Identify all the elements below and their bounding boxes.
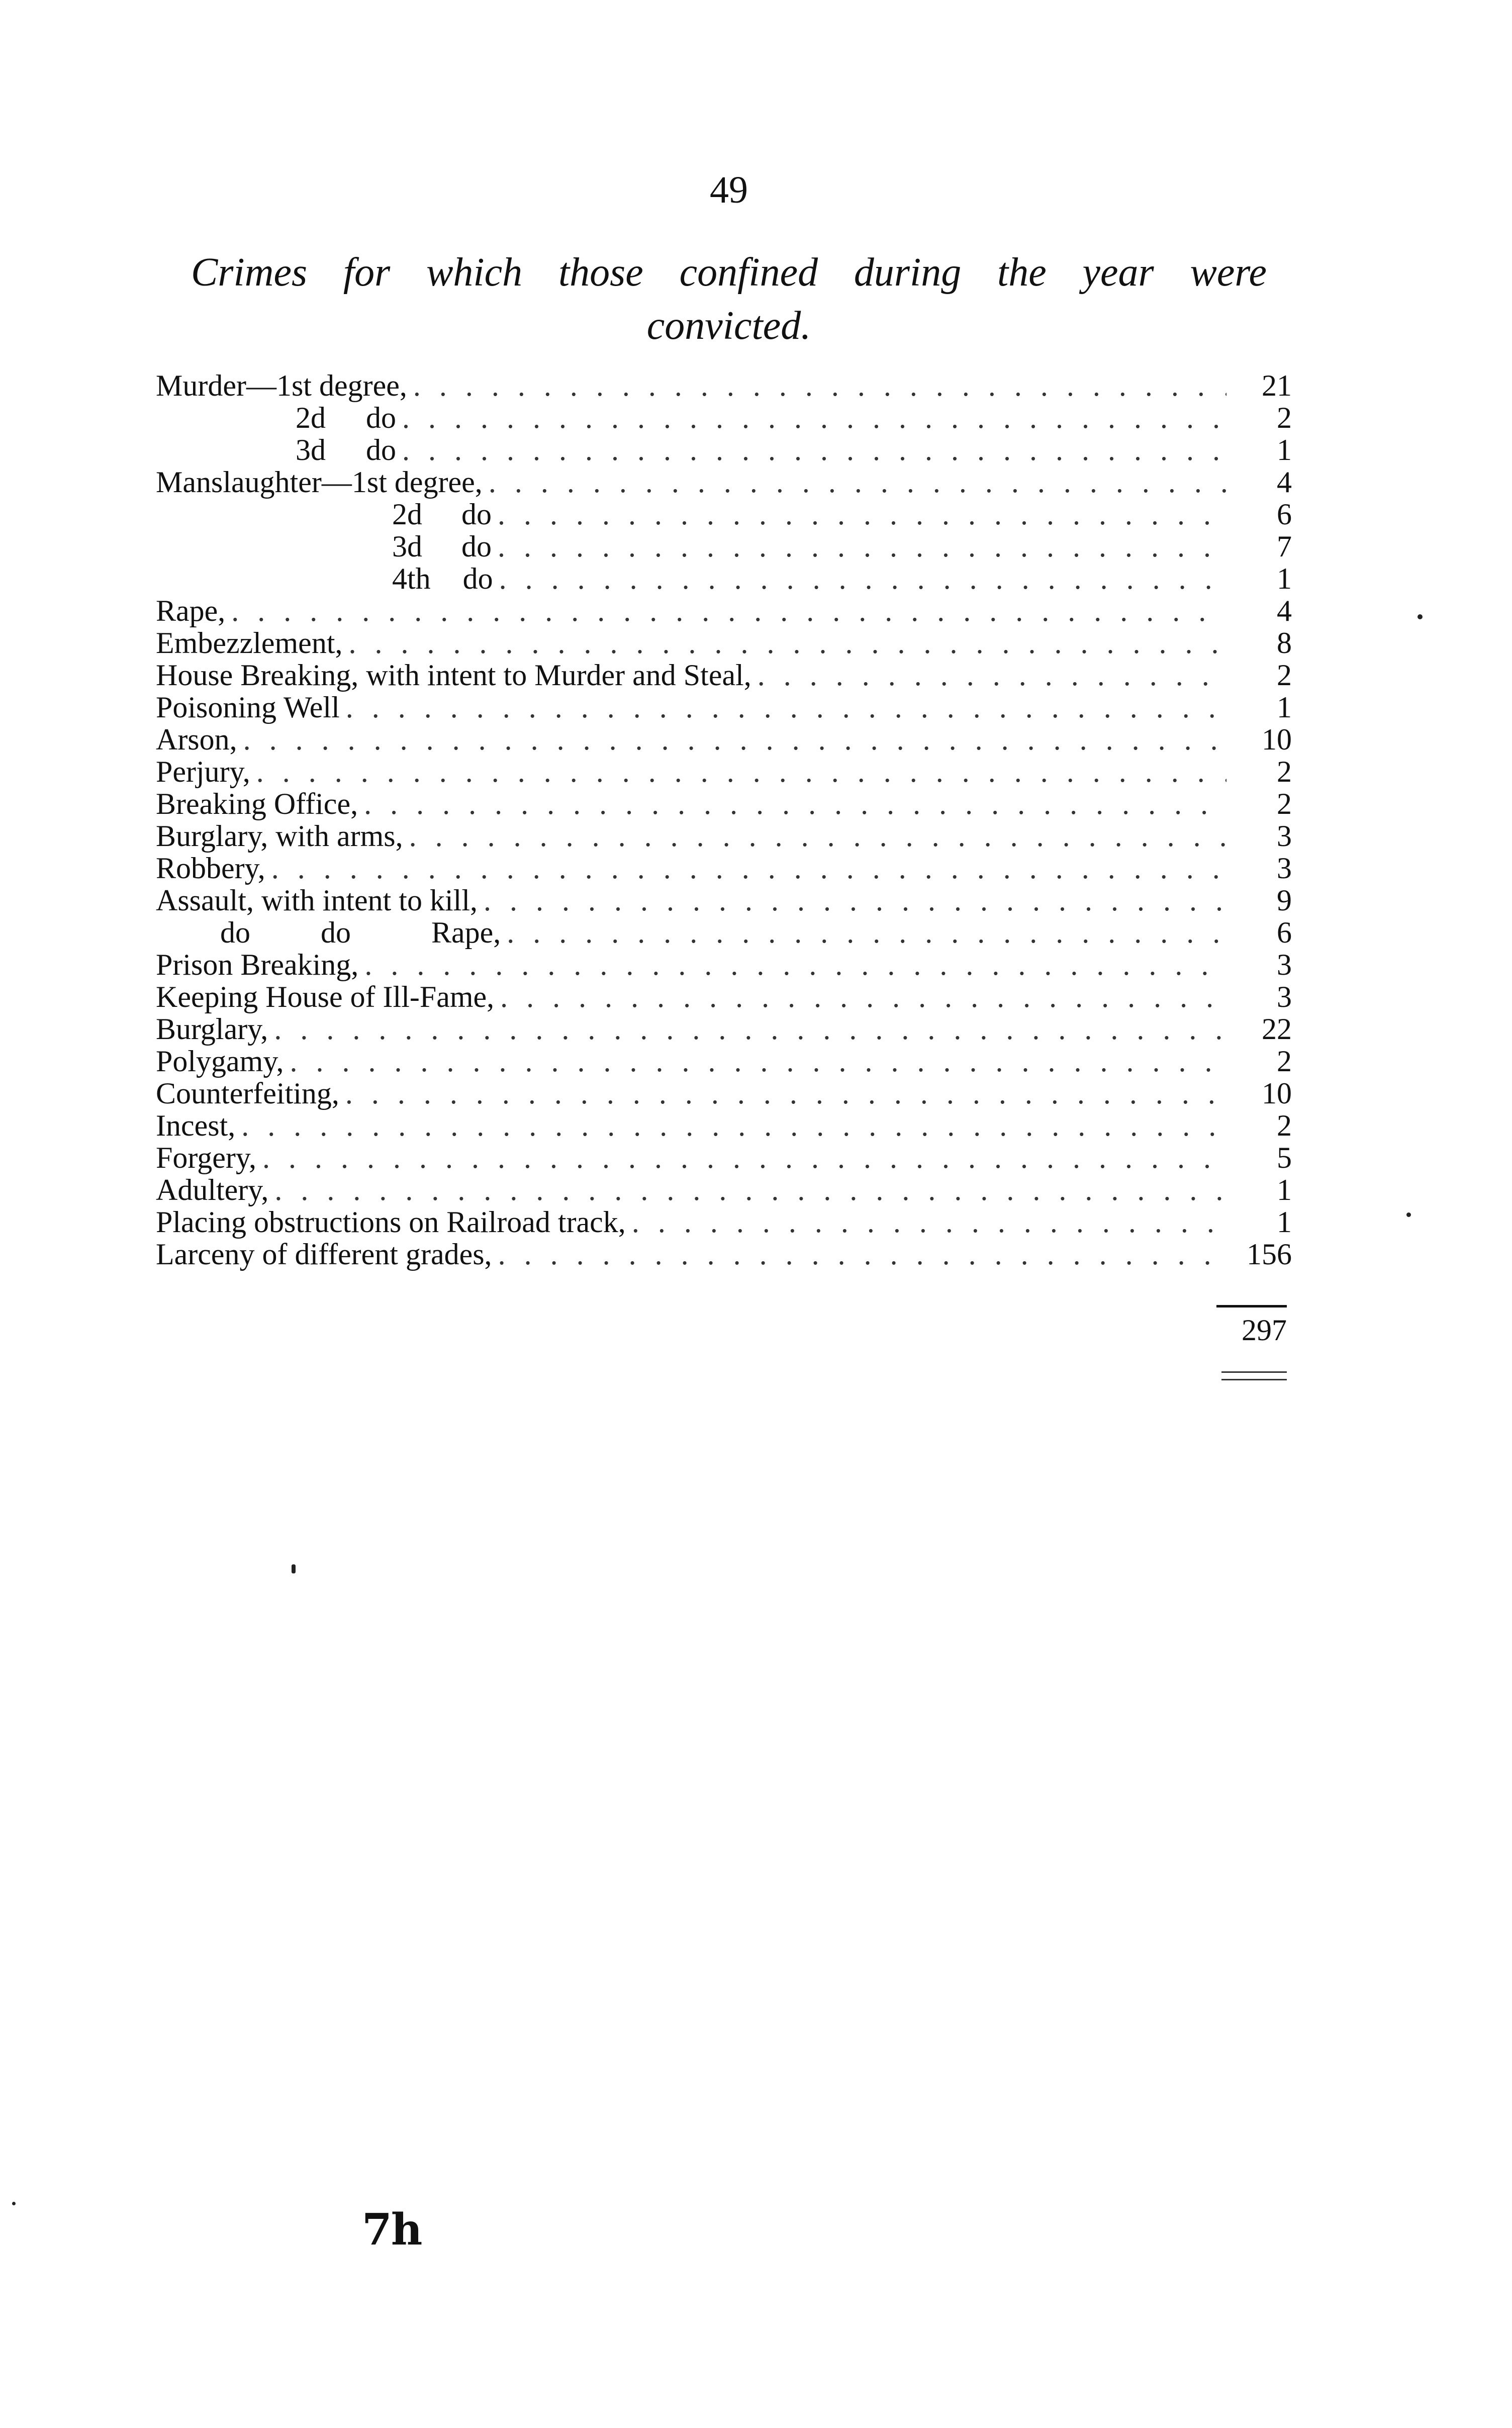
crime-count: 6 (1277, 498, 1292, 531)
crime-label-rest: Rape, (431, 916, 501, 949)
dot-leader (758, 659, 1226, 691)
crime-count: 6 (1277, 916, 1292, 949)
ink-speck (1406, 1212, 1411, 1217)
crime-label (156, 434, 396, 466)
table-row (156, 1142, 1292, 1174)
crime-label: Larceny of different grades, (156, 1238, 492, 1271)
double-rule-bottom (1221, 1379, 1287, 1380)
crime-label: Arson, (156, 723, 237, 756)
dot-leader (498, 498, 1226, 530)
crime-count: 1 (1277, 562, 1292, 595)
crime-label: Adultery, (156, 1173, 269, 1206)
table-row (156, 852, 1292, 884)
dot-leader (632, 1206, 1226, 1238)
crime-count: 1 (1277, 1173, 1292, 1206)
dot-leader (345, 1077, 1226, 1109)
dot-leader (243, 723, 1226, 756)
table-row (156, 369, 1292, 402)
dot-leader (402, 402, 1226, 434)
table-row (156, 1238, 1292, 1270)
dot-leader (364, 949, 1226, 981)
crime-label: Incest, (156, 1109, 236, 1142)
crime-count: 1 (1277, 691, 1292, 724)
table-row (156, 691, 1292, 723)
table-row (156, 498, 1292, 530)
crime-count: 2 (1277, 787, 1292, 820)
degree-text: 3d (392, 530, 422, 563)
table-row (156, 1077, 1292, 1109)
crime-count: 156 (1247, 1238, 1292, 1271)
dot-leader (262, 1142, 1226, 1174)
table-row (156, 434, 1292, 466)
crime-count: 5 (1277, 1141, 1292, 1174)
crime-count: 3 (1277, 980, 1292, 1013)
crime-count: 2 (1277, 1045, 1292, 1078)
crime-label (156, 402, 396, 434)
ditto-text: do (461, 498, 492, 531)
crime-label: Poisoning Well (156, 691, 340, 724)
ink-speck (292, 1564, 296, 1573)
dot-leader (499, 563, 1226, 595)
dot-leader (256, 756, 1226, 788)
degree-text: 2d (296, 401, 326, 434)
table-row (156, 949, 1292, 981)
crimes-table (156, 369, 1292, 1270)
crime-count: 8 (1277, 626, 1292, 660)
table-row (156, 1109, 1292, 1142)
crime-label (156, 563, 493, 595)
ditto-text: do (462, 562, 493, 595)
table-row (156, 820, 1292, 852)
crime-count: 4 (1277, 594, 1292, 627)
table-title-line-2: convicted. (646, 303, 811, 348)
crime-count: 3 (1277, 852, 1292, 885)
dot-leader (484, 884, 1226, 916)
page-number: 49 (710, 169, 748, 211)
crime-label: Robbery, (156, 852, 265, 885)
table-row (156, 788, 1292, 820)
crime-count: 10 (1262, 723, 1292, 756)
dot-leader (409, 820, 1226, 852)
table-row (156, 756, 1292, 788)
dot-leader (274, 1013, 1226, 1045)
dot-leader (274, 1174, 1226, 1206)
crime-label: Rape, (156, 594, 226, 627)
ink-speck (1418, 614, 1423, 619)
crime-count: 21 (1262, 369, 1292, 402)
table-row (156, 723, 1292, 756)
table-row (156, 1206, 1292, 1238)
table-row (156, 1045, 1292, 1077)
table-row (156, 402, 1292, 434)
dot-leader (241, 1109, 1226, 1142)
crime-label: Counterfeiting, (156, 1077, 339, 1110)
ditto-text: do (220, 916, 250, 949)
crime-label: Breaking Office, (156, 787, 358, 820)
table-row (156, 916, 1292, 949)
table-row (156, 595, 1292, 627)
crime-label: Burglary, (156, 1012, 268, 1046)
crime-count: 7 (1277, 530, 1292, 563)
crime-count: 22 (1262, 1012, 1292, 1046)
crime-label: Placing obstructions on Railroad track, (156, 1205, 626, 1239)
dot-leader (402, 434, 1226, 466)
ditto-text: do (321, 916, 351, 949)
crime-label: House Breaking, with intent to Murder and Steal, (156, 659, 751, 692)
crime-label: Assault, with intent to kill, (156, 884, 478, 917)
crime-label (156, 498, 492, 530)
crime-count: 2 (1277, 401, 1292, 434)
crime-count: 2 (1277, 1109, 1292, 1142)
table-row (156, 884, 1292, 916)
dot-leader (364, 788, 1226, 820)
ditto-text: do (366, 433, 396, 466)
degree-text: 4th (392, 562, 431, 595)
table-row (156, 466, 1292, 498)
degree-text: 2d (392, 498, 422, 531)
crime-label (156, 530, 492, 563)
dot-leader (500, 981, 1226, 1013)
table-row (156, 627, 1292, 659)
crime-label: Forgery, (156, 1141, 256, 1174)
table-row (156, 659, 1292, 691)
dot-leader (507, 916, 1226, 949)
signature-mark: 7h (362, 2204, 422, 2255)
dot-leader (271, 852, 1226, 884)
dot-leader (346, 691, 1226, 723)
crime-label: Prison Breaking, (156, 948, 359, 981)
degree-text: 3d (296, 433, 326, 466)
table-row (156, 1013, 1292, 1045)
table-row (156, 981, 1292, 1013)
crime-label: Manslaughter—1st degree, (156, 465, 483, 499)
total-count: 297 (1242, 1314, 1287, 1347)
crime-count: 2 (1277, 755, 1292, 788)
dot-leader (413, 369, 1226, 402)
crime-count: 2 (1277, 659, 1292, 692)
table-row (156, 1174, 1292, 1206)
dot-leader (498, 1238, 1226, 1270)
dot-leader (489, 466, 1226, 498)
ditto-text: do (461, 530, 492, 563)
table-title (191, 246, 1267, 352)
table-row (156, 563, 1292, 595)
crime-count: 3 (1277, 948, 1292, 981)
crime-label: Polygamy, (156, 1045, 284, 1078)
crime-count: 3 (1277, 819, 1292, 853)
crime-count: 4 (1277, 465, 1292, 499)
double-rule-top (1221, 1371, 1287, 1373)
total-rule (1216, 1305, 1287, 1308)
ink-speck (12, 2202, 16, 2205)
dot-leader (231, 595, 1226, 627)
dot-leader (498, 530, 1226, 563)
crime-label: Murder—1st degree, (156, 369, 407, 402)
crime-count: 1 (1277, 433, 1292, 466)
crime-count: 9 (1277, 884, 1292, 917)
crime-label: Perjury, (156, 755, 250, 788)
ditto-text: do (366, 401, 396, 434)
crime-count: 1 (1277, 1205, 1292, 1239)
table-row (156, 530, 1292, 563)
table-title-line-1: Crimes for which those confined during the year were (191, 250, 1267, 295)
crime-count: 10 (1262, 1077, 1292, 1110)
crime-label: Burglary, with arms, (156, 819, 403, 853)
crime-label (156, 916, 501, 949)
dot-leader (290, 1045, 1226, 1077)
dot-leader (348, 627, 1226, 659)
crime-label: Embezzlement, (156, 626, 343, 660)
crime-label: Keeping House of Ill-Fame, (156, 980, 495, 1013)
